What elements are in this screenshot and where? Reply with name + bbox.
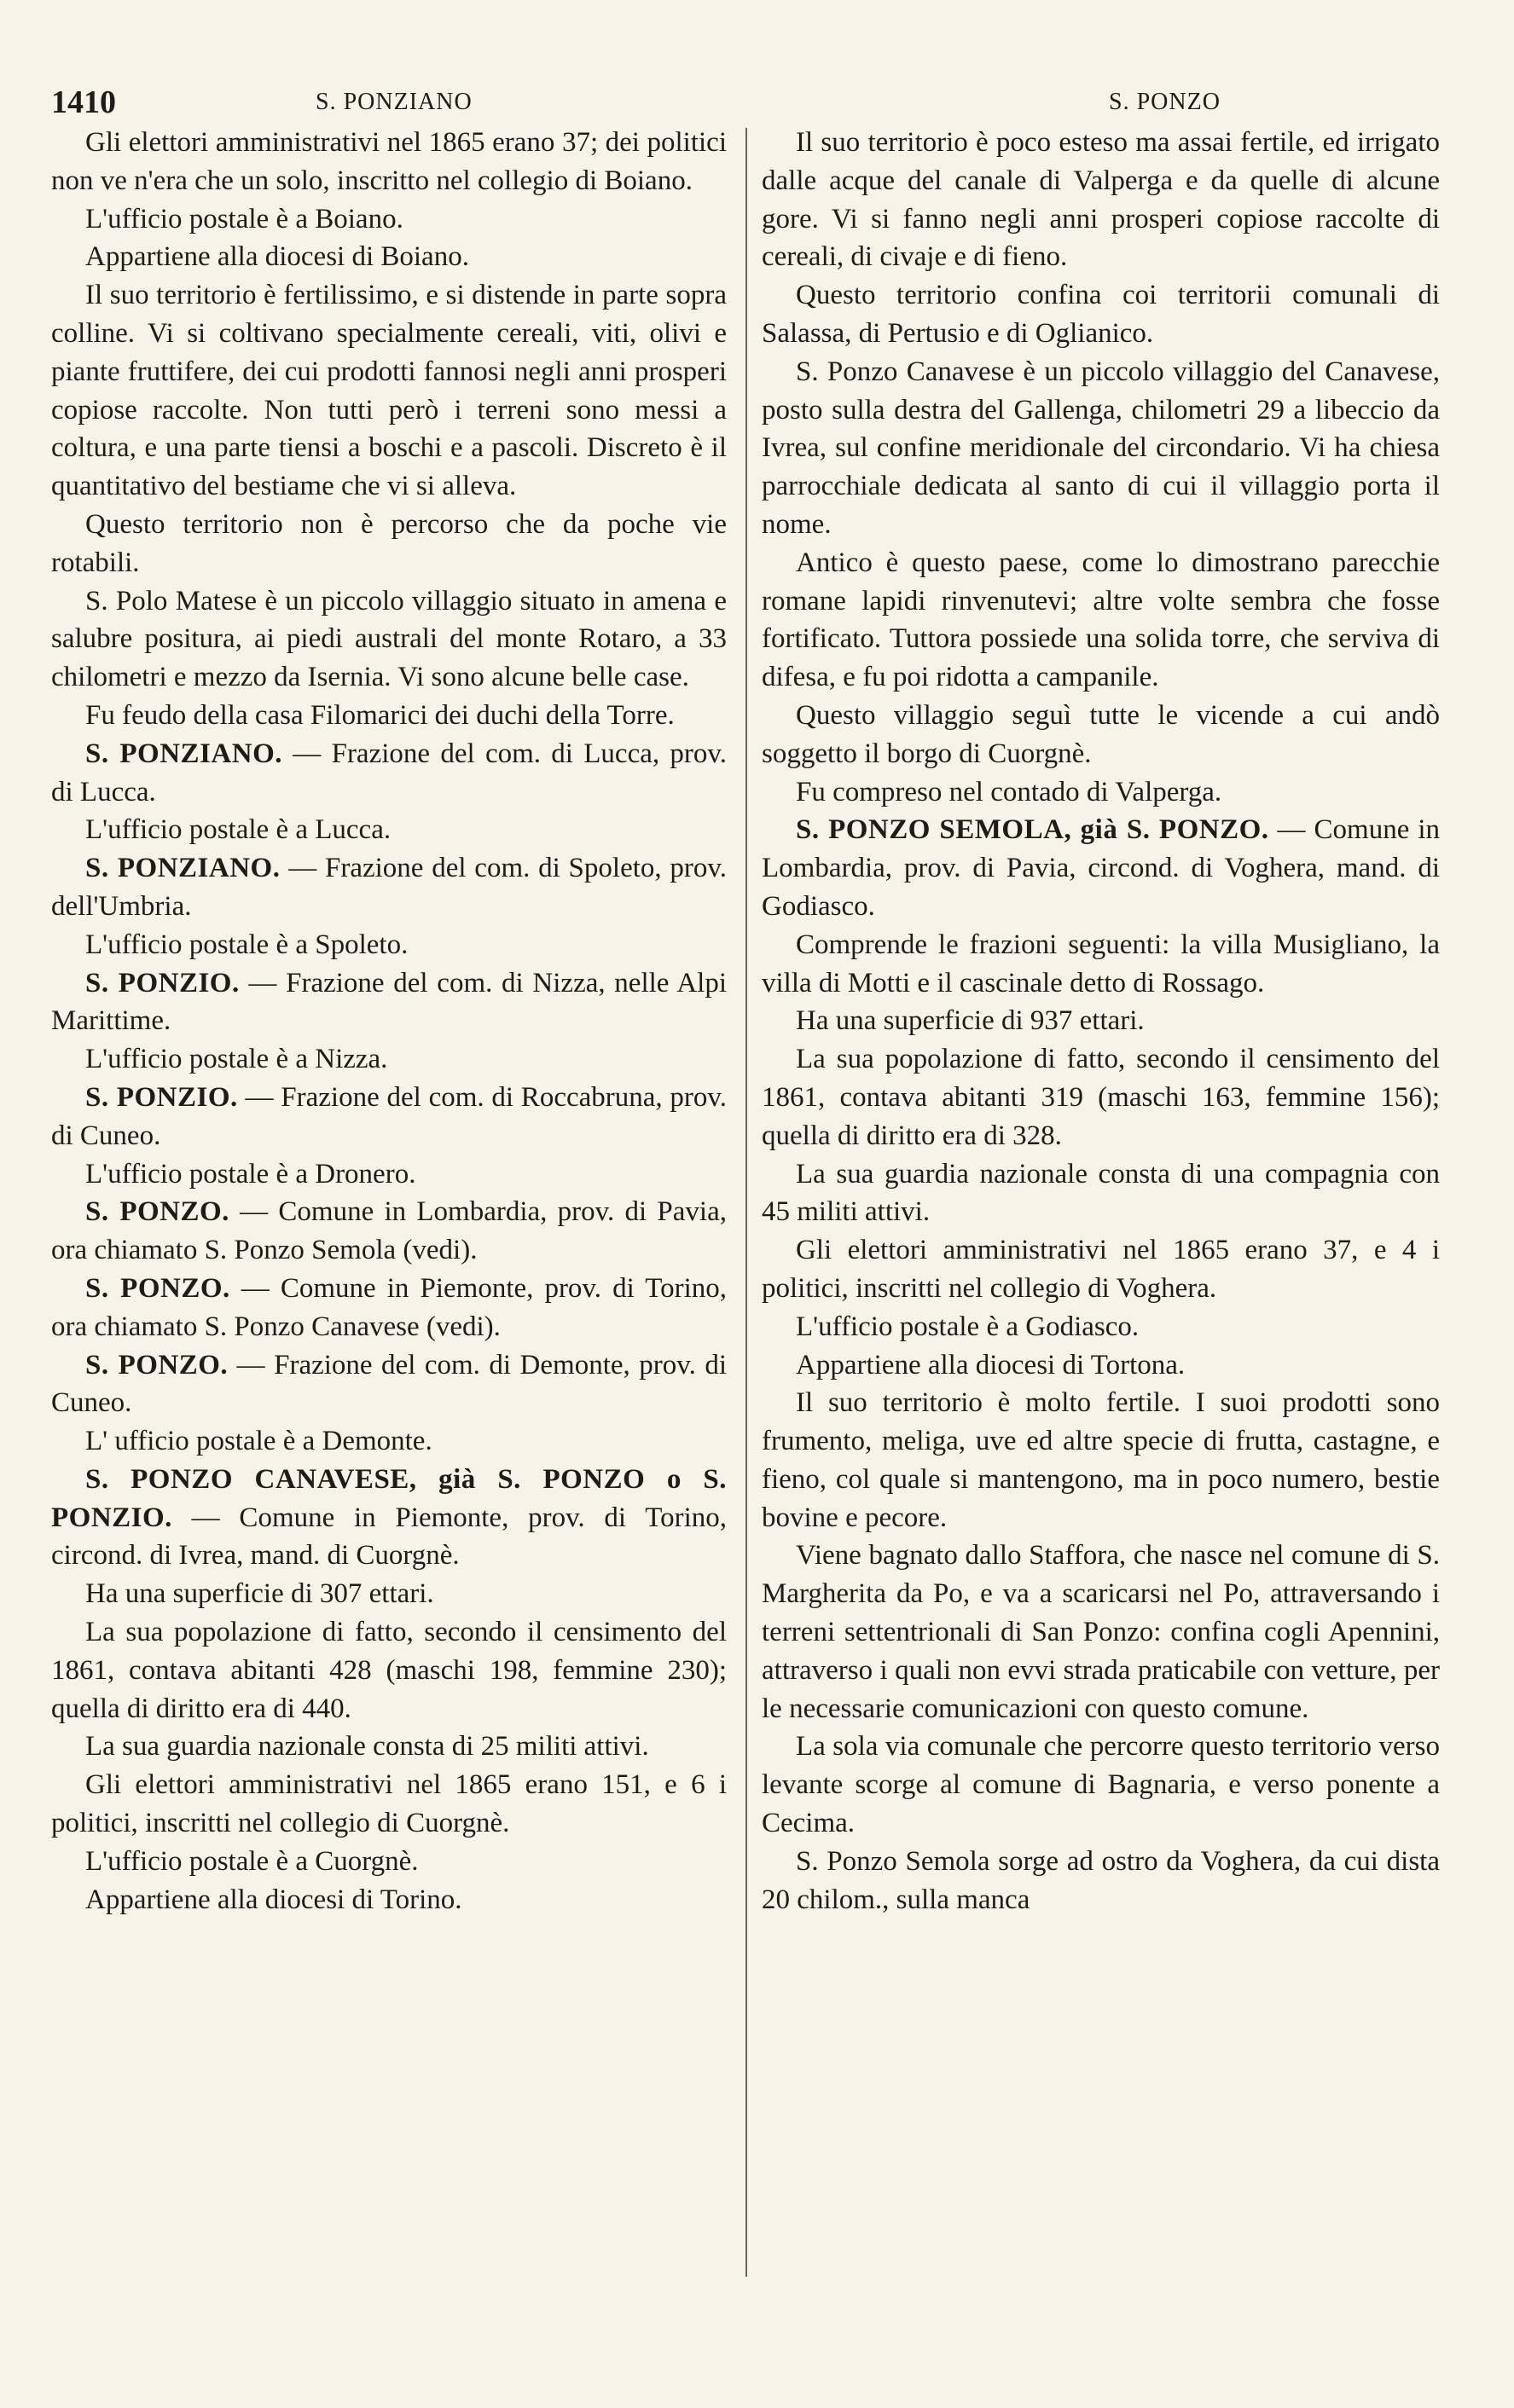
entry-paragraph bbox=[51, 276, 727, 506]
left-column bbox=[51, 124, 727, 1919]
entry-paragraph bbox=[51, 506, 727, 582]
entry-paragraph bbox=[51, 1040, 727, 1079]
entry-paragraph bbox=[51, 582, 727, 697]
entry-paragraph bbox=[51, 697, 727, 735]
entry-text: — Frazione del com. di Demonte, prov. di Cuneo. bbox=[51, 1349, 727, 1419]
entry-text: Gli elettori amministrativi nel 1865 erano 151, e 6 i politici, inscritti nel collegio di Cuorgnè. bbox=[51, 1769, 727, 1839]
entry-paragraph bbox=[51, 1461, 727, 1575]
entry-paragraph bbox=[762, 1155, 1440, 1232]
entry-paragraph bbox=[51, 811, 727, 849]
entry-text: — Frazione del com. di Nizza, nelle Alpi Marittime. bbox=[51, 967, 727, 1037]
entry-text: Ha una superficie di 937 ettari. bbox=[796, 1005, 1145, 1037]
entry-heading: S. PONZIANO. bbox=[85, 738, 282, 769]
right-running-header bbox=[759, 84, 1441, 126]
entry-text: S. Polo Matese è un piccolo villaggio situato in amena e salubre positura, ai piedi australi del monte Rotaro, a 33 chilometri e mezzo da Isernia. Vi sono alcune belle case. bbox=[51, 585, 727, 693]
entry-paragraph bbox=[762, 1843, 1440, 1919]
entry-paragraph bbox=[762, 1346, 1440, 1385]
entry-heading: S. PONZO. bbox=[85, 1349, 229, 1381]
entry-text: Comprende le frazioni seguenti: la villa Musigliano, la villa di Motti e il cascinale detto di Rossago. bbox=[762, 929, 1440, 999]
entry-text: Viene bagnato dallo Staffora, che nasce nel comune di S. Margherita da Po, e va a scaricarsi nel Po, attraversando i terreni settentrionali di San Ponzo: confina cogli Apennini, attraverso i quali non evvi strada praticabile con vetture, per le necessarie comunicazioni con questo comune. bbox=[762, 1540, 1440, 1724]
entry-paragraph bbox=[51, 926, 727, 964]
entry-paragraph bbox=[51, 200, 727, 239]
entry-heading: S. PONZIANO. bbox=[85, 853, 281, 884]
entry-heading: S. PONZO. bbox=[85, 1272, 230, 1304]
entry-paragraph bbox=[51, 1193, 727, 1270]
entry-paragraph bbox=[762, 1537, 1440, 1728]
entry-paragraph bbox=[51, 964, 727, 1041]
entry-paragraph bbox=[51, 1346, 727, 1423]
column-divider bbox=[745, 128, 747, 2277]
entry-paragraph bbox=[762, 1002, 1440, 1040]
entry-paragraph bbox=[51, 124, 727, 200]
entry-text: L'ufficio postale è a Lucca. bbox=[85, 814, 392, 846]
entry-heading: S. PONZIO. bbox=[85, 1081, 238, 1113]
entry-text: Gli elettori amministrativi nel 1865 erano 37; dei politici non ve n'era che un solo, inscritto nel collegio di Boiano. bbox=[51, 127, 727, 196]
entry-heading: S. PONZO CANAVESE, già S. PONZO o S. PONZIO. bbox=[51, 1463, 727, 1533]
entry-paragraph bbox=[762, 811, 1440, 925]
entry-paragraph bbox=[762, 926, 1440, 1003]
entry-text: — Frazione del com. di Roccabruna, prov. di Cuneo. bbox=[51, 1081, 727, 1151]
entry-paragraph bbox=[51, 1881, 727, 1919]
entry-heading: S. PONZO SEMOLA, già S. PONZO. bbox=[796, 814, 1269, 846]
entry-paragraph bbox=[762, 1384, 1440, 1537]
entry-text: La sola via comunale che percorre questo territorio verso levante scorge al comune di Bagnaria, e verso ponente a Cecima. bbox=[762, 1731, 1440, 1839]
entry-text: L'ufficio postale è a Nizza. bbox=[85, 1044, 388, 1075]
entry-paragraph bbox=[51, 735, 727, 812]
entry-text: — Comune in Piemonte, prov. di Torino, circond. di Ivrea, mand. di Cuorgnè. bbox=[51, 1502, 727, 1572]
entry-paragraph bbox=[51, 1728, 727, 1766]
entry-paragraph bbox=[51, 1422, 727, 1461]
entry-paragraph bbox=[51, 1613, 727, 1728]
entry-text: Il suo territorio è molto fertile. I suoi prodotti sono frumento, meliga, uve ed altre specie di frutta, castagne, e fieno, col quale si mantengono, ma in poco numero, bestie bovine e pecore. bbox=[762, 1387, 1440, 1533]
page-number: 1410 bbox=[51, 84, 116, 120]
entry-text: Il suo territorio è fertilissimo, e si distende in parte sopra colline. Vi si coltivano specialmente cereali, viti, olivi e piante fruttifere, dei cui prodotti fannosi negli anni prosperi copiose raccolte. Non tutti però i terreni sono messi a coltura, e una parte tiensi a boschi e a pascoli. Discreto è il quantitativo del bestiame che vi si alleva. bbox=[51, 280, 727, 502]
entry-text: Fu compreso nel contado di Valperga. bbox=[796, 776, 1222, 807]
entry-heading: S. PONZO. bbox=[85, 1196, 229, 1228]
entry-text: Appartiene alla diocesi di Tortona. bbox=[796, 1349, 1186, 1381]
entry-text: S. Ponzo Canavese è un piccolo villaggio del Canavese, posto sulla destra del Gallenga, chilometri 29 a libeccio da Ivrea, sul confine meridionale del circondario. Vi ha chiesa parrocchiale dedicata al santo di cui il villaggio porta il nome. bbox=[762, 356, 1440, 540]
entry-paragraph bbox=[51, 1843, 727, 1881]
entry-paragraph bbox=[51, 1766, 727, 1843]
entry-paragraph bbox=[762, 697, 1440, 773]
entry-paragraph bbox=[51, 238, 727, 276]
entry-text: — Comune in Piemonte, prov. di Torino, ora chiamato S. Ponzo Canavese (vedi). bbox=[51, 1272, 727, 1342]
entry-text: L'ufficio postale è a Spoleto. bbox=[85, 929, 409, 960]
right-header-title: S. PONZO bbox=[1109, 89, 1221, 115]
entry-paragraph bbox=[51, 1575, 727, 1613]
entry-text: Antico è questo paese, come lo dimostrano parecchie romane lapidi rinvenutevi; altre volte sembra che fosse fortificato. Tuttora possiede una solida torre, che serviva di difesa, e fu poi ridotta a campanile. bbox=[762, 547, 1440, 693]
entry-text: Questo villaggio seguì tutte le vicende a cui andò soggetto il borgo di Cuorgnè. bbox=[762, 699, 1440, 769]
entry-text: Appartiene alla diocesi di Boiano. bbox=[85, 241, 469, 273]
entry-text: La sua popolazione di fatto, secondo il censimento del 1861, contava abitanti 319 (maschi 163, femmine 156); quella di diritto era di 328. bbox=[762, 1044, 1440, 1151]
entry-paragraph bbox=[762, 1040, 1440, 1155]
entry-heading: S. PONZIO. bbox=[85, 967, 240, 999]
entry-paragraph bbox=[762, 1231, 1440, 1308]
entry-paragraph bbox=[51, 1270, 727, 1346]
entry-text: Questo territorio confina coi territorii comunali di Salassa, di Pertusio e di Oglianico. bbox=[762, 280, 1440, 349]
entry-text: L'ufficio postale è a Cuorgnè. bbox=[85, 1845, 419, 1877]
entry-text: La sua guardia nazionale consta di 25 militi attivi. bbox=[85, 1731, 649, 1763]
entry-text: Ha una superficie di 307 ettari. bbox=[85, 1578, 434, 1610]
entry-paragraph bbox=[762, 1308, 1440, 1346]
entry-text: — Frazione del com. di Spoleto, prov. dell'Umbria. bbox=[51, 853, 727, 922]
entry-text: — Frazione del com. di Lucca, prov. di Lucca. bbox=[51, 738, 727, 807]
entry-text: Il suo territorio è poco esteso ma assai fertile, ed irrigato dalle acque del canale di Valperga e da quelle di alcune gore. Vi si fanno negli anni prosperi copiose raccolte di cereali, di civaje e di fieno. bbox=[762, 127, 1440, 273]
entry-text: — Comune in Lombardia, prov. di Pavia, circond. di Voghera, mand. di Godiasco. bbox=[762, 814, 1440, 922]
entry-text: L'ufficio postale è a Boiano. bbox=[85, 203, 403, 234]
entry-text: Gli elettori amministrativi nel 1865 erano 37, e 4 i politici, inscritti nel collegio di Voghera. bbox=[762, 1235, 1440, 1304]
left-running-header bbox=[51, 84, 734, 126]
entry-paragraph bbox=[51, 1079, 727, 1155]
entry-paragraph bbox=[762, 353, 1440, 544]
entry-paragraph bbox=[762, 1728, 1440, 1842]
entry-text: La sua popolazione di fatto, secondo il censimento del 1861, contava abitanti 428 (maschi 198, femmine 230); quella di diritto era di 440. bbox=[51, 1617, 727, 1724]
entry-text: L' ufficio postale è a Demonte. bbox=[85, 1426, 432, 1457]
entry-paragraph bbox=[51, 1155, 727, 1194]
entry-text: Fu feudo della casa Filomarici dei duchi della Torre. bbox=[85, 699, 675, 731]
entry-text: La sua guardia nazionale consta di una compagnia con 45 militi attivi. bbox=[762, 1158, 1440, 1228]
entry-paragraph bbox=[762, 276, 1440, 353]
entry-text: Appartiene alla diocesi di Torino. bbox=[85, 1884, 462, 1915]
right-column bbox=[762, 124, 1440, 1919]
entry-text: Questo territorio non è percorso che da poche vie rotabili. bbox=[51, 508, 727, 578]
entry-paragraph bbox=[762, 124, 1440, 276]
entry-text: L'ufficio postale è a Dronero. bbox=[85, 1158, 416, 1190]
entry-text: L'ufficio postale è a Godiasco. bbox=[796, 1311, 1140, 1342]
entry-text: — Comune in Lombardia, prov. di Pavia, ora chiamato S. Ponzo Semola (vedi). bbox=[51, 1196, 727, 1266]
left-header-title: S. PONZIANO bbox=[316, 89, 473, 115]
entry-text: S. Ponzo Semola sorge ad ostro da Voghera, da cui dista 20 chilom., sulla manca bbox=[762, 1845, 1440, 1915]
entry-paragraph bbox=[762, 773, 1440, 812]
entry-paragraph bbox=[762, 544, 1440, 697]
entry-paragraph bbox=[51, 849, 727, 926]
